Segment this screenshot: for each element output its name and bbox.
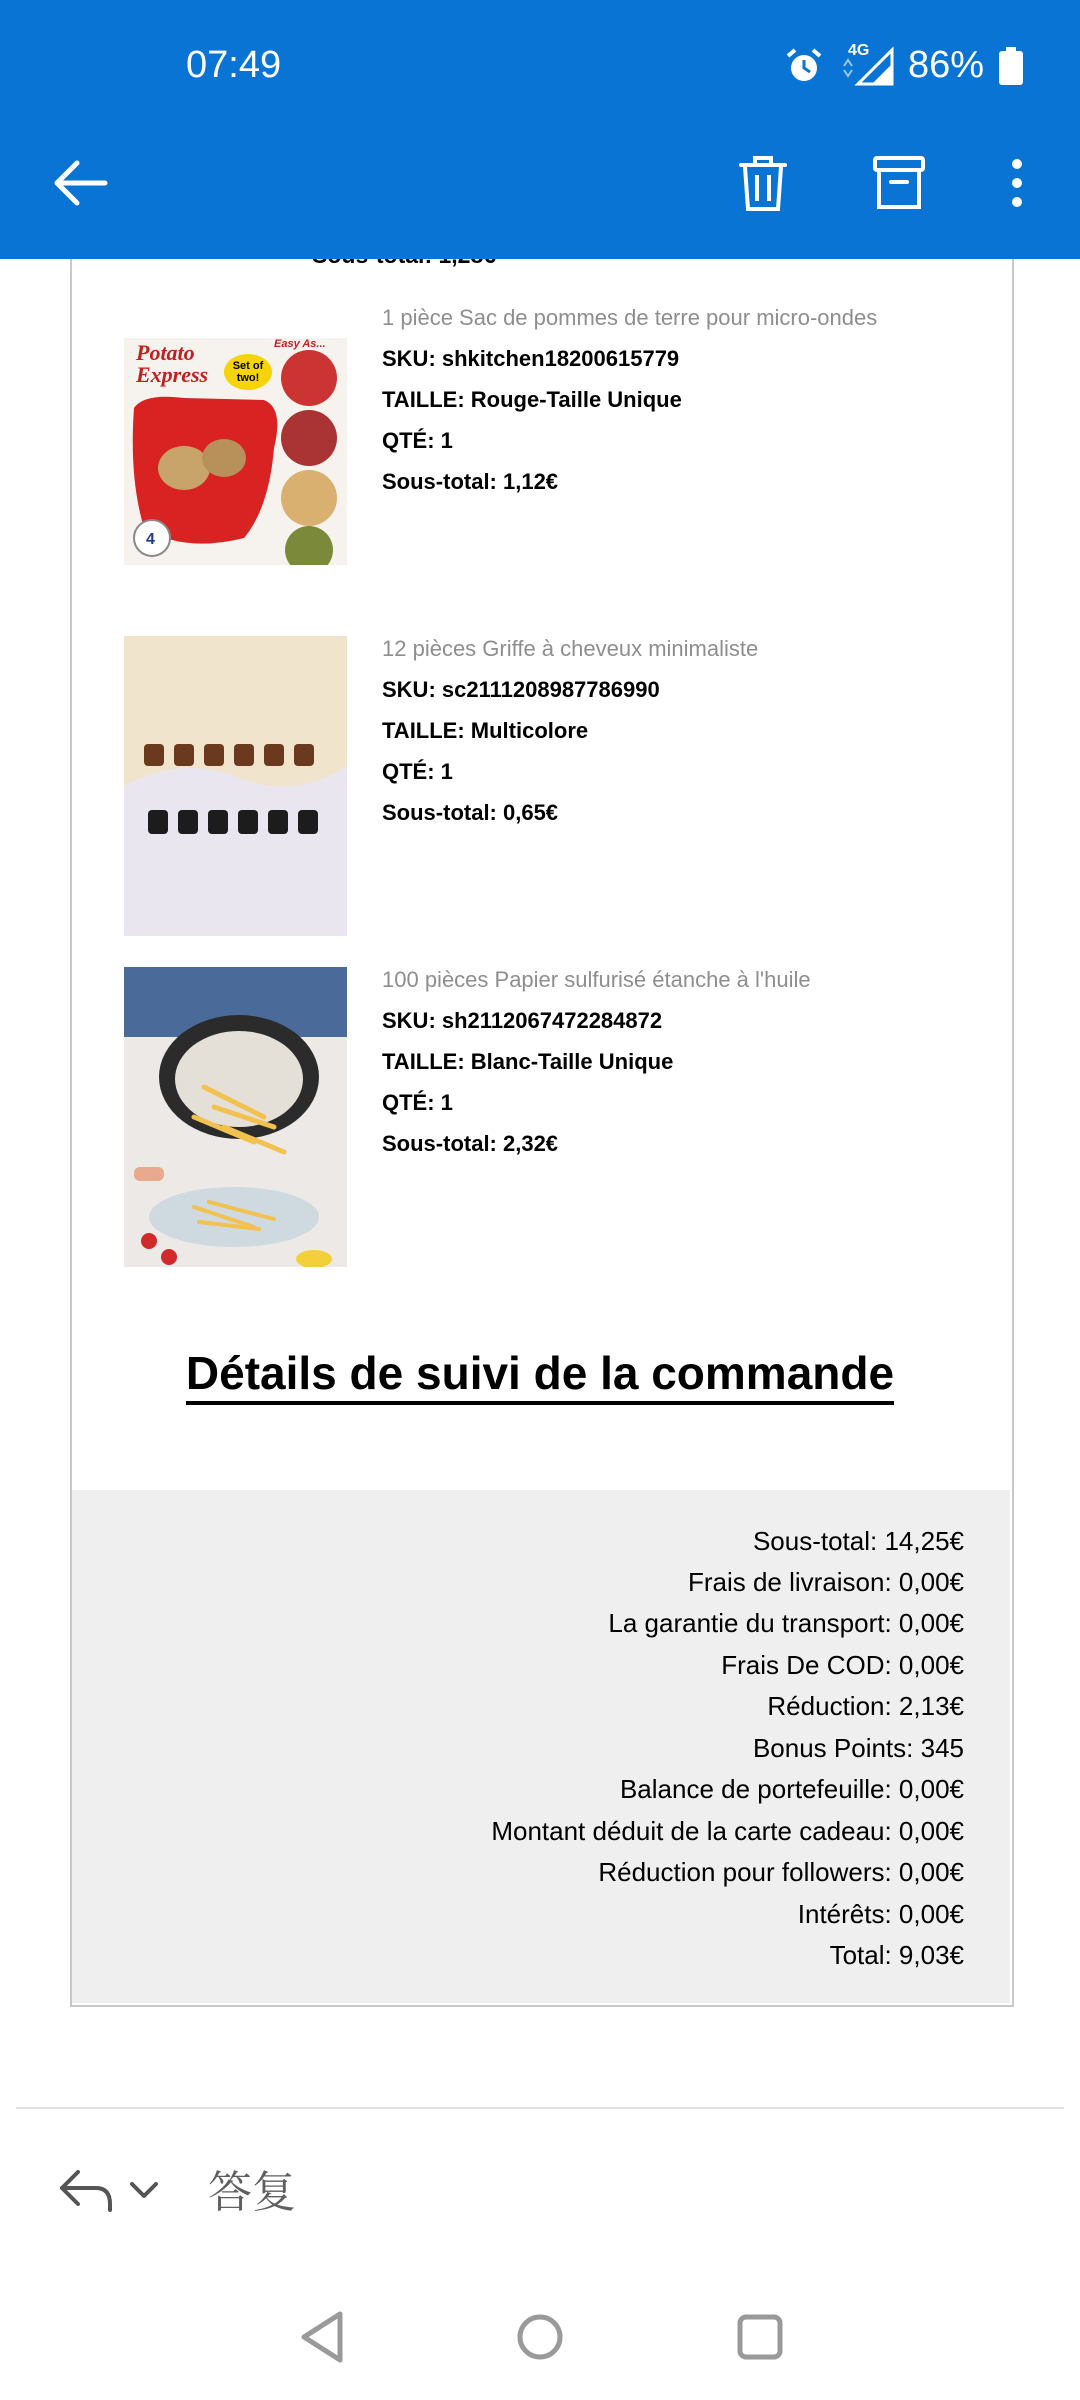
totals-row: Réduction: 2,13€ [767,1691,964,1721]
product-item [124,636,1080,936]
totals-row: Frais de livraison: 0,00€ [687,1567,964,1597]
status-time: 07:49 [186,44,282,86]
nav-back-button[interactable] [288,2302,358,2372]
reply-options-button[interactable] [56,2160,176,2221]
order-tracking-title [0,1346,1080,1400]
product-qty: QTÉ: 1 [382,1090,453,1115]
product-image-potato-bag [124,338,347,565]
product-qty: QTÉ: 1 [382,759,453,784]
product-subtotal: Sous-total: 1,12€ [382,469,559,494]
product-subtotal: Sous-total: 2,32€ [382,1131,559,1156]
system-navigation-bar [0,2290,1080,2380]
product-size: TAILLE: Multicolore [382,718,589,743]
product-size: TAILLE: Blanc-Taille Unique [382,1049,674,1074]
nav-home-button[interactable] [505,2302,575,2372]
nav-recents-button[interactable] [725,2302,795,2372]
status-indicators [784,41,1024,87]
more-vertical-icon [1010,158,1024,208]
nav-home-icon [515,2312,565,2362]
reply-divider [16,2107,1064,2109]
app-header [0,0,1080,259]
product-sku: SKU: sc2111208987786990 [382,677,660,702]
product-name: 1 pièce Sac de pommes de terre pour micro-ondes [382,305,878,330]
trash-icon [737,153,789,213]
totals-row: Bonus Points: 345 [752,1733,964,1763]
product-sku: SKU: shkitchen18200615779 [382,346,680,371]
totals-row: Frais De COD: 0,00€ [721,1650,964,1680]
battery-icon [998,46,1024,86]
product-image-hair-clips [124,636,347,936]
back-button[interactable] [42,146,116,220]
totals-row: Intérêts: 0,00€ [797,1899,964,1929]
alarm-icon [784,46,824,86]
nav-back-icon [298,2310,348,2364]
totals-row: La garantie du transport: 0,00€ [608,1608,964,1638]
archive-button[interactable] [862,146,936,220]
product-info [382,305,877,509]
product-brand-text-2: Express [136,362,209,387]
network-type: 4G [847,41,870,59]
product-qty: QTÉ: 1 [382,428,453,453]
product-badge: Set of two! [224,354,272,390]
chevron-down-icon [132,2184,156,2196]
battery-percent: 86% [907,44,984,86]
reply-input[interactable]: 答复 [208,2168,296,2217]
totals-row: Réduction pour followers: 0,00€ [598,1857,964,1887]
product-sku: SKU: sh2112067472284872 [382,1008,663,1033]
order-tracking-title-text: Détails de suivi de la commande [186,1347,894,1405]
totals-row: Montant déduit de la carte cadeau: 0,00€ [491,1816,964,1846]
delete-button[interactable] [726,146,800,220]
product-item [124,305,1080,605]
totals-row: Total: 9,03€ [829,1940,964,1970]
svg-text:4: 4 [146,531,155,548]
product-image-air-fryer-paper [124,967,347,1267]
product-subtotal: Sous-total: 0,65€ [382,800,559,825]
archive-icon [872,155,926,211]
product-name: 12 pièces Griffe à cheveux minimaliste [382,636,759,661]
totals-row: Balance de portefeuille: 0,00€ [619,1774,964,1804]
more-options-button[interactable] [980,146,1054,220]
network-icon [838,41,894,86]
totals-row: Sous-total: 14,25€ [752,1526,964,1556]
product-corner-text: Easy As... [274,338,326,350]
product-size: TAILLE: Rouge-Taille Unique [382,387,682,412]
product-brand-text: Potato [136,340,195,365]
product-name: 100 pièces Papier sulfurisé étanche à l'huile [382,967,811,992]
reply-icon [56,2160,176,2216]
product-item [124,967,1080,1267]
product-info [382,636,758,840]
product-info [382,967,811,1171]
order-totals-panel [72,1490,1010,2003]
back-arrow-icon [49,158,109,208]
nav-recents-icon [735,2312,785,2362]
